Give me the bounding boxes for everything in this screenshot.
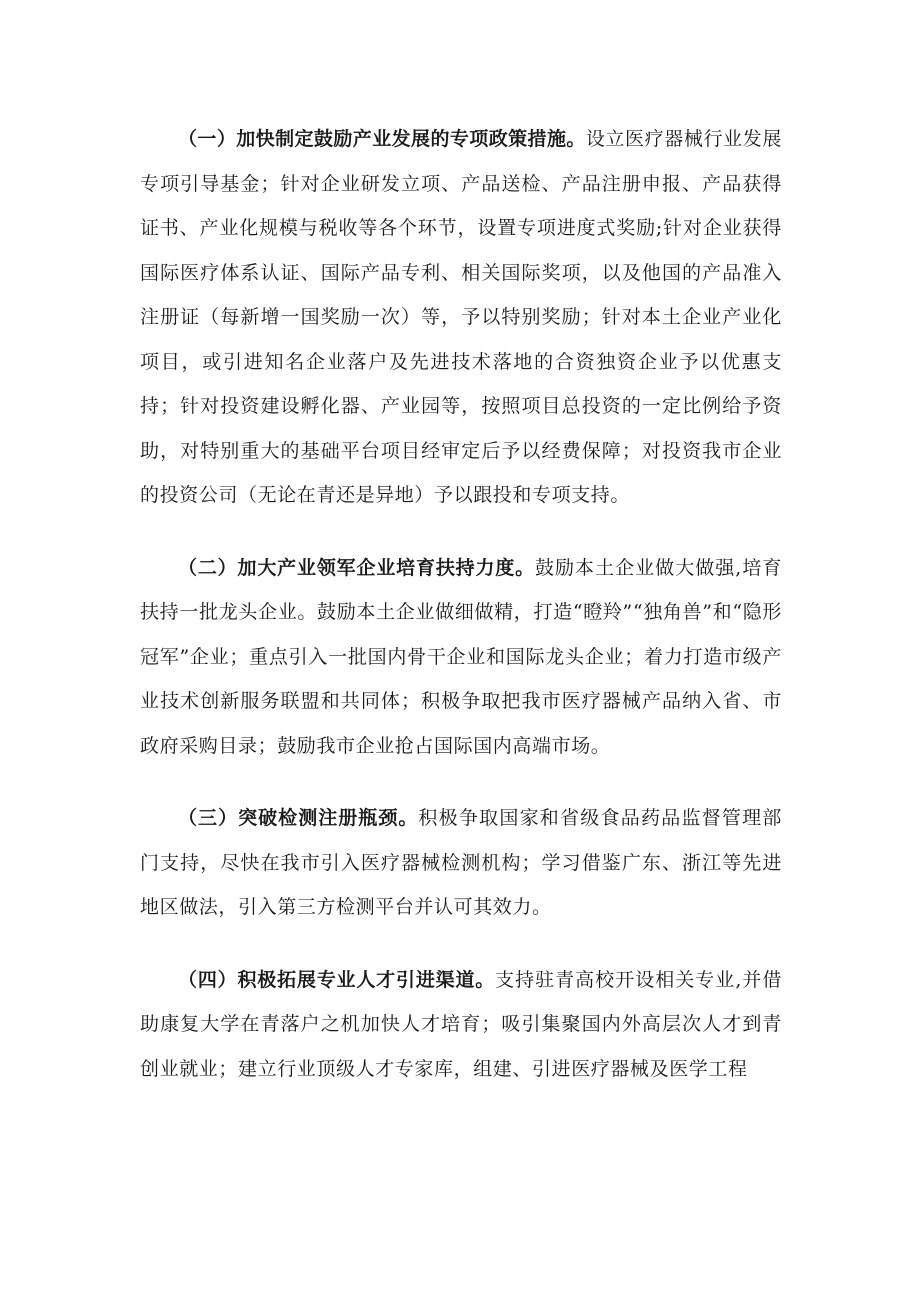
paragraph-1 bbox=[140, 117, 782, 518]
paragraph-3-body: 积极争取国家和省级食品药品监督管理部门支持，尽快在我市引入医疗器械检测机构；学习借鉴广东、浙江等先进地区做法，引入第三方检测平台并认可其效力。 bbox=[140, 807, 782, 918]
paragraph-3-heading: （三）突破检测注册瓶颈。 bbox=[178, 807, 419, 829]
paragraph-4-heading: （四）积极拓展专业人才引进渠道。 bbox=[178, 968, 496, 991]
paragraph-1-heading: （一）加快制定鼓励产业发展的专项政策措施。 bbox=[178, 128, 586, 150]
paragraph-3 bbox=[140, 796, 782, 930]
document-body bbox=[140, 117, 782, 1091]
paragraph-1-body: 设立医疗器械行业发展专项引导基金；针对企业研发立项、产品送检、产品注册申报、产品获得证书、产业化规模与税收等各个环节，设置专项进度式奖励;针对企业获得国际医疗体系认证、国际产品专利、相关国际奖项，以及他国的产品准入注册证（每新增一国奖励一次）等，予以特别奖励；针对本土企业产业化项目，或引进知名企业落户及先进技术落地的合资独资企业予以优惠支持；针对投资建设孵化器、产业园等，按照项目总投资的一定比例给予资助，对特别重大的基础平台项目经审定后予以经费保障；对投资我市企业的投资公司（无论在青还是异地）予以跟投和专项支持。 bbox=[140, 128, 782, 506]
paragraph-2-heading: （二）加大产业领军企业培育扶持力度。 bbox=[178, 556, 535, 579]
paragraph-2 bbox=[140, 546, 782, 769]
paragraph-4-body: 支持驻青高校开设相关专业,并借助康复大学在青落户之机加快人才培育；吸引集聚国内外高层次人才到青创业就业；建立行业顶级人才专家库，组建、引进医疗器械及医学工程 bbox=[140, 968, 782, 1080]
paragraph-4 bbox=[140, 958, 782, 1092]
paragraph-2-body: 鼓励本土企业做大做强,培育扶持一批龙头企业。鼓励本土企业做细做精，打造“瞪羚”“独角兽”和“隐形冠军”企业；重点引入一批国内骨干企业和国际龙头企业；着力打造市级产业技术创新服务联盟和共同体；积极争取把我市医疗器械产品纳入省、市政府采购目录；鼓励我市企业抢占国际国内高端市场。 bbox=[140, 556, 783, 757]
